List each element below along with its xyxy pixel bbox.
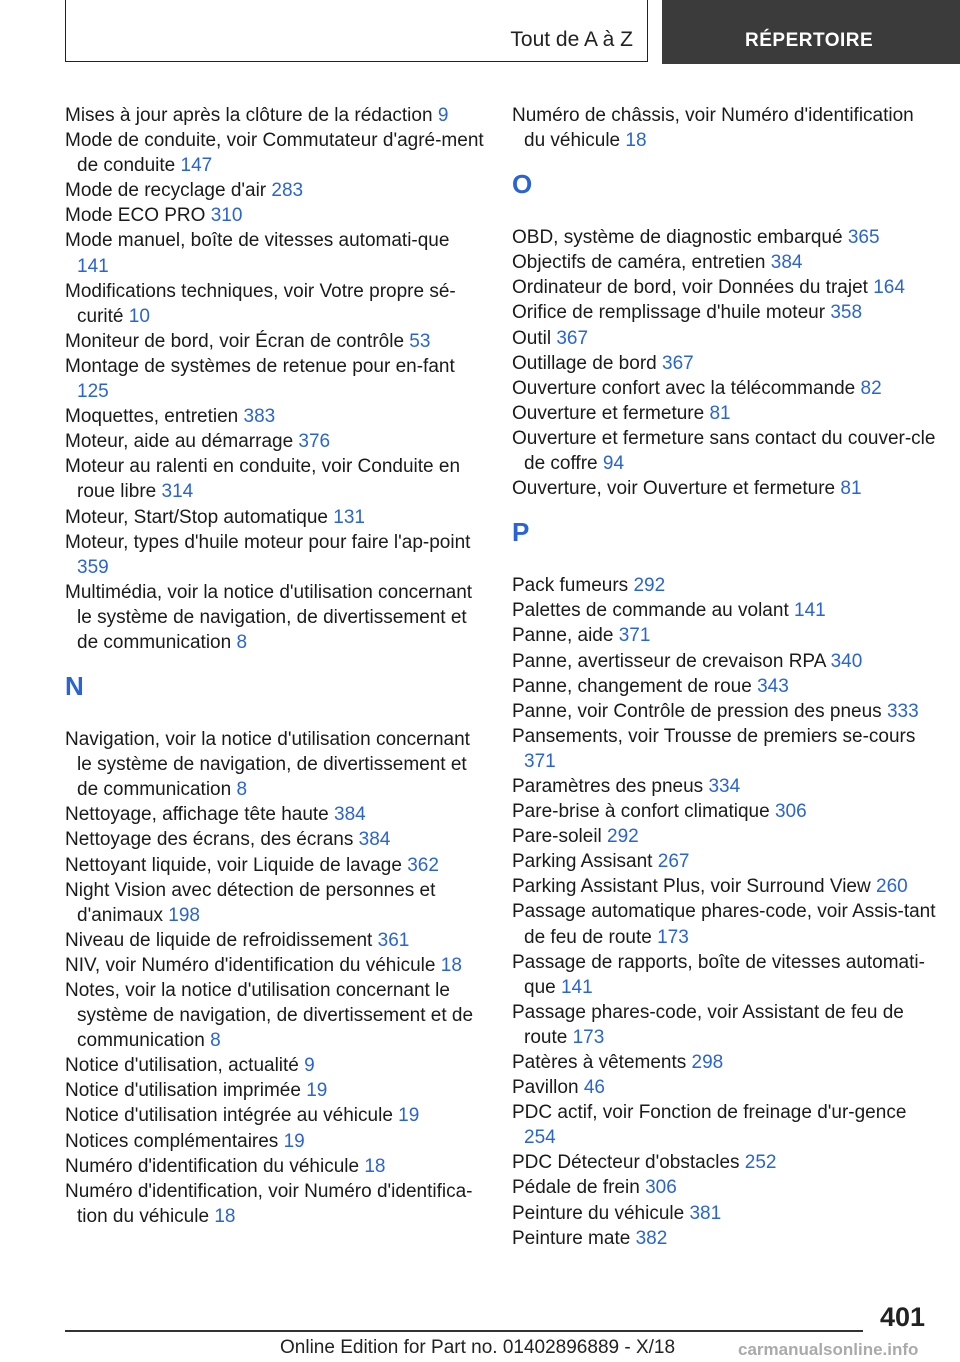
index-entry-text: Paramètres des pneus bbox=[512, 775, 704, 797]
index-entry bbox=[512, 824, 937, 849]
index-entry bbox=[512, 476, 937, 501]
tab-a-to-z-label: Tout de A à Z bbox=[510, 28, 633, 51]
index-entry bbox=[65, 203, 485, 228]
index-entry bbox=[512, 724, 937, 774]
index-entry-text: Orifice de remplissage d'huile moteur bbox=[512, 302, 826, 324]
page-link[interactable]: 283 bbox=[271, 180, 304, 202]
index-entry-text: Notice d'utilisation, actualité bbox=[65, 1055, 299, 1077]
page-link[interactable]: 131 bbox=[333, 506, 365, 528]
index-entry-text: Nettoyant liquide, voir Liquide de lavage bbox=[65, 854, 402, 876]
index-entry bbox=[512, 376, 937, 401]
index-entry bbox=[512, 598, 937, 623]
index-entry-text: Pansements, voir Trousse de premiers se-cours bbox=[512, 725, 916, 747]
index-entry bbox=[65, 580, 485, 655]
page-link[interactable]: 367 bbox=[662, 352, 694, 374]
index-entry bbox=[512, 1226, 937, 1251]
index-entry-text: Ordinateur de bord, voir Données du trajet bbox=[512, 277, 868, 299]
index-entry bbox=[65, 128, 485, 178]
page-link[interactable]: 381 bbox=[689, 1202, 722, 1224]
index-entry bbox=[512, 649, 937, 674]
index-entry-text: Passage phares-code, voir Assistant de feu de route bbox=[512, 1001, 904, 1048]
index-entry-text: PDC Détecteur d'obstacles bbox=[512, 1152, 740, 1174]
index-entry bbox=[512, 623, 937, 648]
index-entry bbox=[512, 1150, 937, 1175]
index-entry-text: Panne, aide bbox=[512, 625, 614, 647]
index-letter-heading: O bbox=[512, 169, 533, 200]
index-entry-text: Moteur, types d'huile moteur pour faire l'ap-point bbox=[65, 531, 471, 553]
page-link[interactable]: 340 bbox=[830, 650, 863, 672]
index-entry-text: Passage de rapports, boîte de vitesses automati-que bbox=[512, 951, 925, 998]
page-link[interactable]: 173 bbox=[657, 926, 689, 948]
index-entry bbox=[65, 1129, 485, 1154]
index-entry bbox=[65, 178, 485, 203]
page-link[interactable]: 252 bbox=[744, 1152, 777, 1174]
index-entry bbox=[65, 354, 485, 404]
page-link[interactable]: 292 bbox=[633, 575, 666, 597]
page-link[interactable]: 82 bbox=[860, 377, 882, 399]
page-link[interactable]: 18 bbox=[214, 1205, 236, 1227]
index-entry-text: Panne, avertisseur de crevaison RPA bbox=[512, 650, 826, 672]
index-entry-text: Objectifs de caméra, entretien bbox=[512, 252, 766, 274]
page-link[interactable]: 198 bbox=[168, 904, 200, 926]
tab-repertoire[interactable] bbox=[662, 0, 960, 64]
page-link[interactable]: 81 bbox=[709, 402, 731, 424]
page-link[interactable]: 362 bbox=[407, 854, 439, 876]
page-link[interactable]: 292 bbox=[607, 826, 639, 848]
page-header bbox=[0, 0, 960, 66]
index-entry-text: Peinture mate bbox=[512, 1227, 631, 1249]
index-entry-text: Multimédia, voir la notice d'utilisation concernant le système de navigation, de divertissement et de communication bbox=[65, 581, 473, 653]
page-link[interactable]: 334 bbox=[708, 775, 741, 797]
page-link[interactable]: 306 bbox=[645, 1177, 677, 1199]
index-column-left bbox=[65, 103, 485, 1229]
page-link[interactable]: 8 bbox=[236, 631, 248, 653]
index-entry-text: Ouverture et fermeture bbox=[512, 402, 705, 424]
index-entry-text: Moteur au ralenti en conduite, voir Conduite en roue libre bbox=[65, 456, 461, 503]
index-entry-text: Notes, voir la notice d'utilisation concernant le système de navigation, de divertissement et de communication bbox=[65, 980, 474, 1052]
page-link[interactable]: 333 bbox=[886, 700, 919, 722]
index-entry bbox=[65, 429, 485, 454]
index-entry bbox=[65, 827, 485, 852]
page-link[interactable]: 94 bbox=[602, 453, 625, 475]
index-entry-text: Parking Assisant bbox=[512, 851, 653, 873]
index-entry bbox=[65, 1078, 485, 1103]
tab-repertoire-label: RÉPERTOIRE bbox=[745, 30, 874, 51]
index-entry bbox=[65, 802, 485, 827]
page-link[interactable]: 18 bbox=[364, 1155, 386, 1177]
page-link[interactable]: 359 bbox=[77, 556, 109, 578]
index-entry-text: Montage de systèmes de retenue pour en-fant bbox=[65, 355, 455, 377]
index-entry bbox=[512, 1100, 937, 1150]
index-entry bbox=[512, 573, 937, 598]
watermark: carmanualsonline.info bbox=[738, 1340, 919, 1359]
page-link[interactable]: 254 bbox=[524, 1127, 556, 1149]
page-link[interactable]: 81 bbox=[840, 478, 862, 500]
index-entry bbox=[512, 1050, 937, 1075]
page-link[interactable]: 9 bbox=[304, 1055, 315, 1077]
index-entry bbox=[512, 1075, 937, 1100]
index-entry bbox=[512, 874, 937, 899]
index-entry bbox=[65, 978, 485, 1053]
footer-divider bbox=[65, 1330, 863, 1332]
index-entry-text: Moteur, aide au démarrage bbox=[65, 431, 294, 453]
page-link[interactable]: 384 bbox=[334, 804, 366, 826]
index-entry bbox=[512, 799, 937, 824]
page-link[interactable]: 53 bbox=[409, 330, 431, 352]
page-link[interactable]: 164 bbox=[873, 277, 905, 299]
index-entry bbox=[512, 1000, 937, 1050]
index-entry-text: Pédale de frein bbox=[512, 1177, 640, 1199]
index-entry bbox=[512, 103, 937, 153]
index-entry-text: Pare-brise à confort climatique bbox=[512, 801, 770, 823]
page-link[interactable]: 383 bbox=[243, 406, 276, 428]
page-link[interactable]: 384 bbox=[358, 829, 391, 851]
index-entry bbox=[65, 853, 485, 878]
index-entry-text: Patères à vêtements bbox=[512, 1052, 687, 1073]
index-entry bbox=[65, 454, 485, 504]
page-link[interactable]: 371 bbox=[524, 750, 556, 772]
index-entry-text: Navigation, voir la notice d'utilisation concernant le système de navigation, de divertissement et de communication bbox=[65, 729, 470, 801]
page-link[interactable]: 8 bbox=[210, 1030, 221, 1052]
index-entry bbox=[65, 404, 485, 429]
index-entry-text: Mode de conduite, voir Commutateur d'agré-ment de conduite bbox=[65, 130, 484, 177]
page-link[interactable]: 8 bbox=[236, 779, 248, 801]
tab-a-to-z[interactable] bbox=[65, 0, 648, 62]
index-letter-heading: N bbox=[65, 671, 84, 702]
index-entry bbox=[512, 774, 937, 799]
page-link[interactable]: 9 bbox=[437, 105, 449, 126]
index-entry-text: Niveau de liquide de refroidissement bbox=[65, 929, 373, 951]
index-entry-text: Numéro d'identification du véhicule bbox=[65, 1155, 360, 1177]
index-entry-text: Notice d'utilisation imprimée bbox=[65, 1080, 301, 1102]
index-entry-text: Ouverture, voir Ouverture et fermeture bbox=[512, 478, 836, 500]
index-entry bbox=[512, 401, 937, 426]
index-entry bbox=[65, 103, 485, 128]
index-entry bbox=[512, 1175, 937, 1200]
index-entry bbox=[65, 878, 485, 928]
index-entry-text: Outillage de bord bbox=[512, 352, 657, 374]
index-column-right bbox=[512, 103, 937, 1251]
index-entry bbox=[65, 953, 485, 978]
page-link[interactable]: 173 bbox=[572, 1026, 605, 1048]
index-entry-text: Panne, voir Contrôle de pression des pneus bbox=[512, 700, 882, 722]
index-entry bbox=[65, 530, 485, 580]
index-entry bbox=[512, 275, 937, 300]
index-entry-text: Palettes de commande au volant bbox=[512, 600, 789, 622]
index-entry bbox=[512, 326, 937, 351]
index-entry bbox=[65, 1179, 485, 1229]
index-entry-text: Mode ECO PRO bbox=[65, 205, 206, 227]
index-entry-text: Moniteur de bord, voir Écran de contrôle bbox=[65, 330, 405, 352]
index-entry-text: OBD, système de diagnostic embarqué bbox=[512, 227, 843, 249]
index-entry bbox=[65, 928, 485, 953]
index-entry-text: Notices complémentaires bbox=[65, 1130, 279, 1152]
page-link[interactable]: 358 bbox=[830, 302, 863, 324]
index-entry-text: PDC actif, voir Fonction de freinage d'ur-gence bbox=[512, 1102, 907, 1124]
page-link[interactable]: 260 bbox=[876, 876, 908, 898]
page-link[interactable]: 19 bbox=[398, 1105, 420, 1127]
edition-text: Online Edition for Part no. 01402896889 - X/18 bbox=[280, 1337, 676, 1358]
index-entry bbox=[65, 228, 485, 278]
index-entry-text: Ouverture et fermeture sans contact du couver-cle de coffre bbox=[512, 427, 936, 475]
page-link[interactable]: 314 bbox=[161, 481, 194, 503]
index-entry-text: Nettoyage, affichage tête haute bbox=[65, 804, 329, 826]
page-link[interactable]: 10 bbox=[128, 305, 150, 327]
index-entry-text: Pavillon bbox=[512, 1077, 579, 1099]
page-link[interactable]: 19 bbox=[283, 1130, 305, 1152]
index-entry bbox=[512, 250, 937, 275]
index-entry-text: Moquettes, entretien bbox=[65, 406, 239, 428]
index-entry bbox=[65, 1154, 485, 1179]
page-link[interactable]: 125 bbox=[77, 381, 109, 403]
page-link[interactable]: 141 bbox=[77, 255, 109, 277]
page-link[interactable]: 46 bbox=[583, 1077, 605, 1099]
index-entry-text: Peinture du véhicule bbox=[512, 1202, 685, 1224]
index-entry-text: Notice d'utilisation intégrée au véhicule bbox=[65, 1105, 393, 1127]
index-entry-text: Ouverture confort avec la télécommande bbox=[512, 377, 856, 399]
index-entry bbox=[512, 225, 937, 250]
index-entry-text: Panne, changement de roue bbox=[512, 675, 752, 697]
index-entry bbox=[65, 329, 485, 354]
index-entry-text: Modifications techniques, voir Votre propre sé-curité bbox=[65, 280, 456, 327]
page-link[interactable]: 376 bbox=[298, 431, 331, 453]
page-link[interactable]: 267 bbox=[657, 851, 690, 873]
page-link[interactable]: 310 bbox=[210, 205, 243, 227]
index-entry-text: Nettoyage des écrans, des écrans bbox=[65, 829, 354, 851]
index-entry bbox=[512, 351, 937, 376]
index-entry-text: Night Vision avec détection de personnes et d'animaux bbox=[65, 879, 436, 926]
index-entry bbox=[512, 699, 937, 724]
page-link[interactable]: 382 bbox=[635, 1227, 668, 1249]
index-entry-text: Pack fumeurs bbox=[512, 575, 629, 597]
page-link[interactable]: 306 bbox=[774, 801, 807, 823]
index-entry bbox=[65, 505, 485, 530]
index-entry-text: Mode de recyclage d'air bbox=[65, 180, 267, 202]
page-link[interactable]: 367 bbox=[556, 327, 589, 349]
index-entry-text: Passage automatique phares-code, voir Assis-tant de feu de route bbox=[512, 901, 936, 948]
index-entry-text: NIV, voir Numéro d'identification du véhicule bbox=[65, 954, 436, 976]
index-entry-text: Moteur, Start/Stop automatique bbox=[65, 506, 328, 528]
index-entry-text: Numéro d'identification, voir Numéro d'identifica-tion du véhicule bbox=[65, 1180, 473, 1227]
index-entry bbox=[512, 426, 937, 476]
index-entry bbox=[512, 674, 937, 699]
index-entry-text: Parking Assistant Plus, voir Surround View bbox=[512, 876, 871, 898]
page-link[interactable]: 18 bbox=[440, 954, 462, 976]
page-link[interactable]: 343 bbox=[757, 675, 789, 697]
index-entry-text: Mode manuel, boîte de vitesses automati-que bbox=[65, 230, 450, 252]
page-link[interactable]: 365 bbox=[847, 227, 880, 249]
index-entry bbox=[512, 950, 937, 1000]
page-link[interactable]: 147 bbox=[180, 155, 213, 177]
index-entry bbox=[65, 1053, 485, 1078]
index-entry-text: Mises à jour après la clôture de la rédaction bbox=[65, 105, 433, 126]
index-entry-text: Pare-soleil bbox=[512, 826, 602, 848]
page-link[interactable]: 371 bbox=[618, 625, 651, 647]
page-link[interactable]: 298 bbox=[691, 1052, 724, 1073]
index-entry bbox=[512, 300, 937, 325]
index-entry-text: Numéro de châssis, voir Numéro d'identification du véhicule bbox=[512, 105, 914, 152]
page-link[interactable]: 361 bbox=[377, 929, 410, 951]
index-entry bbox=[512, 899, 937, 949]
page-link[interactable]: 19 bbox=[306, 1080, 328, 1102]
page-link[interactable]: 384 bbox=[770, 252, 803, 274]
index-entry bbox=[512, 849, 937, 874]
index-entry bbox=[65, 1103, 485, 1128]
index-entry bbox=[65, 727, 485, 802]
index-letter-heading: P bbox=[512, 517, 530, 548]
page-link[interactable]: 18 bbox=[625, 130, 647, 152]
page-link[interactable]: 141 bbox=[794, 600, 826, 622]
index-entry bbox=[65, 279, 485, 329]
page-link[interactable]: 141 bbox=[560, 976, 593, 998]
page-number: 401 bbox=[879, 1302, 925, 1332]
index-entry-text: Outil bbox=[512, 327, 552, 349]
index-entry bbox=[512, 1201, 937, 1226]
